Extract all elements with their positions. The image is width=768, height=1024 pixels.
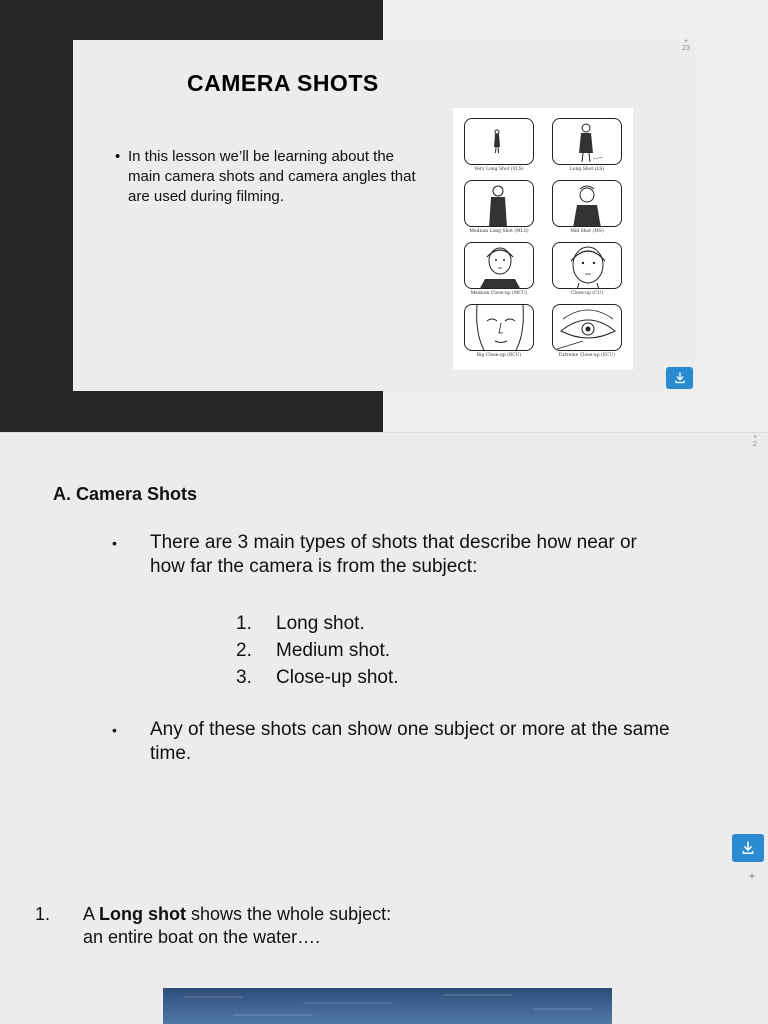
section-heading-camera-shots: A. Camera Shots <box>53 484 198 504</box>
water-ripple <box>443 994 513 996</box>
bullet-dot: • <box>112 535 117 551</box>
shot-frame <box>464 242 534 289</box>
shot-medium-close-up <box>455 240 535 300</box>
download-button-slide-1[interactable] <box>666 367 693 389</box>
page-number: 23 <box>682 45 690 52</box>
list-text: Long shot. <box>276 613 365 634</box>
water-ripple <box>303 1002 393 1004</box>
text-bold-term: Long shot <box>99 904 186 924</box>
list-number: 2. <box>236 640 252 661</box>
download-button-slide-2[interactable] <box>732 834 764 862</box>
shot-mid <box>543 178 623 238</box>
big-close-up-drawing <box>465 305 534 351</box>
water-ripple <box>183 996 243 998</box>
shot-caption: Medium Long Shot (MLS) <box>469 229 529 234</box>
medium-long-figure-drawing <box>465 181 534 227</box>
list-number: 3. <box>236 667 252 688</box>
shot-frame <box>552 180 622 227</box>
shot-caption: Close-up (CU) <box>570 291 604 296</box>
bullet-text: Any of these shots can show one subject or more at the same time. <box>150 719 670 764</box>
shot-extreme-close-up <box>543 302 623 362</box>
page-marker-slide-3[interactable] <box>744 870 760 882</box>
shot-big-close-up <box>455 302 535 362</box>
page-number: 2 <box>753 441 757 448</box>
shot-frame <box>464 118 534 165</box>
close-up-drawing <box>553 243 622 289</box>
plus-icon: + <box>748 869 756 883</box>
extreme-close-up-eye-drawing <box>553 305 622 351</box>
shot-frame <box>552 304 622 351</box>
bullet-dot: • <box>112 722 117 738</box>
water-image <box>163 988 612 1024</box>
list-text: Medium shot. <box>276 640 391 661</box>
water-ripple <box>533 1008 593 1010</box>
slide-1-title: CAMERA SHOTS <box>187 70 379 96</box>
camera-shots-illustration <box>453 108 633 370</box>
shot-frame <box>464 304 534 351</box>
list-item <box>236 639 399 666</box>
download-icon <box>674 372 686 384</box>
shot-frame <box>552 118 622 165</box>
item-number: 1. <box>35 904 51 924</box>
shot-caption: Extreme Close-up (ECU) <box>558 353 616 358</box>
shot-caption: Mid Shot (MS) <box>570 229 604 234</box>
slide-1-bullet-text: In this lesson we’ll be learning about the main camera shots and camera angles that are used during filming. <box>128 148 416 205</box>
shot-close-up <box>543 240 623 300</box>
list-text: Close-up shot. <box>276 667 399 688</box>
shot-caption: Long Shot (LS) <box>569 167 605 172</box>
download-icon <box>741 841 755 855</box>
list-item <box>236 612 399 639</box>
standing-figure-drawing <box>553 119 622 165</box>
page-marker-slide-1[interactable] <box>678 38 694 52</box>
slide-1-bullet <box>117 147 417 207</box>
shot-medium-long <box>455 178 535 238</box>
shot-very-long <box>455 116 535 176</box>
tiny-figure-drawing <box>465 119 534 165</box>
plus-icon: + <box>683 38 689 45</box>
item-text <box>83 903 503 949</box>
shot-caption: Very Long Shot (VLS) <box>474 167 524 172</box>
text-line-2: an entire boat on the water…. <box>83 927 321 947</box>
medium-close-up-drawing <box>465 243 534 289</box>
list-number: 1. <box>236 613 252 634</box>
shot-types-list <box>236 612 399 693</box>
shot-caption: Big Close-up (BCU) <box>476 353 522 358</box>
list-item <box>236 666 399 693</box>
slide-1 <box>73 40 695 391</box>
shot-caption: Medium Close-up (MCU) <box>470 291 528 296</box>
bullet-text: There are 3 main types of shots that describe how near or how far the camera is from the subject: <box>150 532 637 577</box>
mid-shot-figure-drawing <box>553 181 622 227</box>
shot-frame <box>464 180 534 227</box>
shot-frame <box>552 242 622 289</box>
text-prefix: A <box>83 904 100 924</box>
plus-icon: + <box>752 434 758 441</box>
water-ripple <box>233 1014 313 1016</box>
text-rest: shows the whole subject: <box>186 904 392 924</box>
slide-divider <box>0 432 768 433</box>
page-marker-slide-2[interactable] <box>748 434 762 448</box>
shot-long <box>543 116 623 176</box>
bullet-dot: • <box>115 148 121 165</box>
